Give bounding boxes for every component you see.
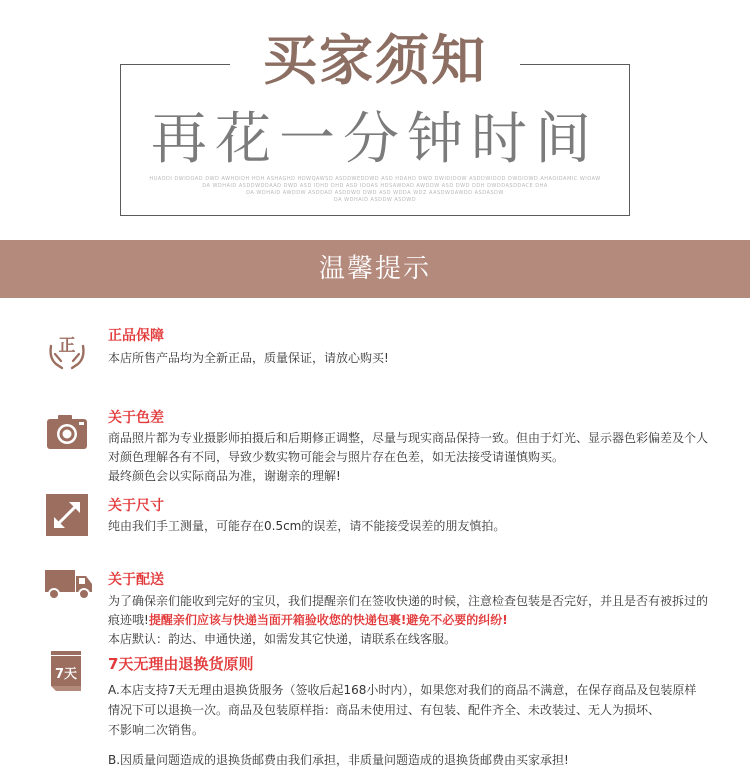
banner-decor-text: DA WDHAID ASDDWDDAAD DWD ASD IDHD DHD ASD IDOAS HDSAWDAD AWDDW ASD DWD DDH DWDDASDDACE DHA <box>202 183 548 189</box>
banner-decor-text: DA WDHAID AWDDW ASDDAD ASDDWD DWD ASD WDDA WDZ AASDWDAWDD ASDASDW <box>246 190 504 196</box>
genuine-hands-icon <box>44 328 90 374</box>
camera-icon <box>44 410 90 456</box>
banner-decor-text: DA WDHAID ASDDW ASDWD <box>333 197 417 203</box>
section-body: 为了确保亲们能收到完好的宝贝，我们提醒亲们在签收快递的时候，注意检查包装是否完好，并且是否有被拆过的 痕迹哦!提醒亲们应该与快递当面开箱验收您的快递包裹!避免不必要的纠纷! 本店默认：韵达、申通快递，如需发其它快递，请联系在线客服。 <box>108 594 709 646</box>
section-body: A.本店支持7天无理由退换货服务（签收后起168小时内），如果您对我们的商品不满意，在保存商品及包装原样 情况下可以退换一次。商品及包装原样指：商品未使用过、有包装、配件齐全、未改装过、无人为损坏、 不影响二次销售。 <box>108 683 697 737</box>
section-body: 商品照片都为专业摄影师拍摄后和后期修正调整，尽量与现实商品保持一致。但由于灯光、显示器色彩偏差及个人 对颜色理解各有不同，导致少数实物可能会与照片存在色差，如无法接受请谨慎购买。 最终颜色会以实际商品为准，谢谢亲的理解! <box>108 431 709 483</box>
banner-subtitle: 再花一分钟时间 <box>151 107 599 172</box>
tips-band: 温馨提示 <box>0 240 750 298</box>
section-body: 本店所售产品均为全新正品，质量保证，请放心购买! <box>108 351 389 365</box>
truck-icon <box>44 566 94 612</box>
resize-arrow-icon <box>44 492 90 538</box>
svg-text:正: 正 <box>58 336 76 356</box>
section-heading: 正品保障 <box>108 328 164 344</box>
svg-text:7天: 7天 <box>54 667 78 682</box>
seven-day-calendar-icon <box>44 648 90 694</box>
section-body: B.因质量问题造成的退换货邮费由我们承担，非质量问题造成的退换货邮费由买家承担! <box>108 753 569 767</box>
section-heading: 关于色差 <box>108 410 164 426</box>
header-banner <box>0 0 750 240</box>
section-body: 纯由我们手工测量，可能存在0.5cm的误差，请不能接受误差的朋友慎拍。 <box>108 519 506 533</box>
delivery-warning: 提醒亲们应该与快递当面开箱验收您的快递包裹!避免不必要的纠纷! <box>148 613 508 627</box>
section-heading: 关于尺寸 <box>108 498 164 514</box>
section-heading: 7天无理由退换货原则 <box>108 655 254 673</box>
section-heading: 关于配送 <box>108 572 164 588</box>
delivery-note: 痕迹哦! <box>108 613 149 627</box>
banner-decor-text: HUAODI DWIDOAD DWD AWHDIDH HDH ASHAGHD HDWQAWSD ASDDWEDDWD ASD HDAHD DWD DWIDIDOW ASDDWIDOD DWDIDWD AHAOIDAMIC WIOAW <box>149 176 601 182</box>
banner-title: 买家须知 <box>263 29 487 92</box>
